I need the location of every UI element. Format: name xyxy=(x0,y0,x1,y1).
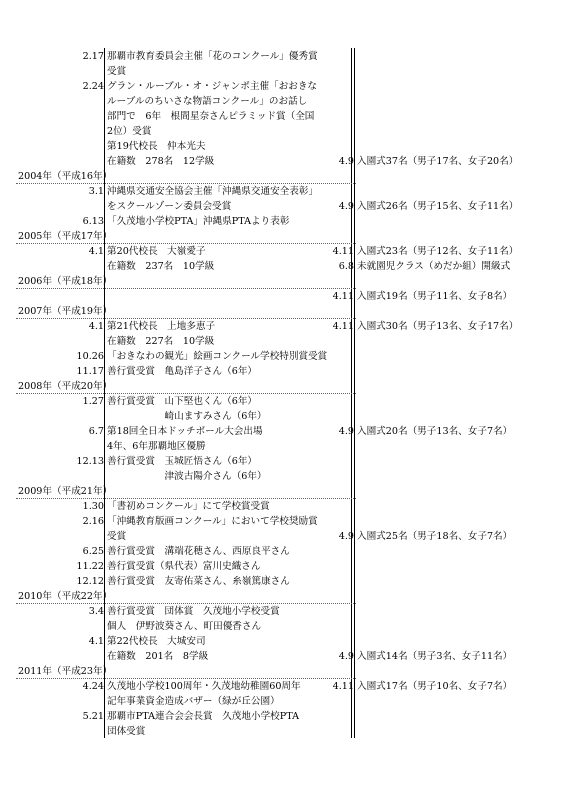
event-date: 5.21 xyxy=(82,711,104,722)
event-text: 在籍数 237名 10学級 xyxy=(107,261,215,272)
kindergarten-text: 入園式30名（男子13名、女子17名） xyxy=(357,321,519,332)
event-text: をスクールゾーン委員会受賞 xyxy=(107,201,232,212)
table-row xyxy=(0,140,566,154)
event-date: 2.16 xyxy=(82,516,104,527)
table-row xyxy=(0,620,566,634)
table-row xyxy=(0,395,566,409)
year-label: 2008年（平成20年） xyxy=(18,381,113,392)
year-row xyxy=(0,275,566,289)
event-text: 久茂地小学校100周年・久茂地幼稚園60周年 xyxy=(107,681,301,692)
event-date: 3.1 xyxy=(88,186,104,197)
table-row xyxy=(0,410,566,424)
event-date: 4.1 xyxy=(88,321,104,332)
event-text: 第22代校長 大城安司 xyxy=(107,636,206,647)
kindergarten-text: 未就園児クラス（めだか組）開級式 xyxy=(357,261,511,272)
table-row xyxy=(0,65,566,79)
table-row xyxy=(0,710,566,724)
event-text: 在籍数 201名 8学級 xyxy=(107,651,209,662)
event-date: 3.4 xyxy=(88,606,104,617)
kindergarten-date: 4.9 xyxy=(338,531,354,542)
event-text: 4年、6年那覇地区優勝 xyxy=(107,441,206,452)
year-row xyxy=(0,230,566,244)
event-date: 11.22 xyxy=(76,561,104,572)
event-date: 2.24 xyxy=(82,81,104,92)
event-text: 那覇市教育委員会主催「花のコンクール」優秀賞 xyxy=(107,51,318,62)
table-row xyxy=(0,725,566,739)
event-date: 12.13 xyxy=(76,456,104,467)
kindergarten-date: 4.9 xyxy=(338,426,354,437)
table-row xyxy=(0,440,566,454)
table-row xyxy=(0,260,566,274)
table-row xyxy=(0,560,566,574)
year-row xyxy=(0,305,566,319)
table-row xyxy=(0,155,566,169)
table-row xyxy=(0,515,566,529)
table-row xyxy=(0,215,566,229)
kindergarten-text: 入園式20名（男子13名、女子7名） xyxy=(357,426,513,437)
table-row xyxy=(0,455,566,469)
kindergarten-text: 入園式37名（男子17名、女子20名） xyxy=(357,156,519,167)
year-label: 2005年（平成17年） xyxy=(18,231,113,242)
event-text: 在籍数 227名 10学級 xyxy=(107,336,215,347)
event-text: 善行賞受賞（県代表）富川史織さん xyxy=(107,561,261,572)
kindergarten-date: 4.9 xyxy=(338,201,354,212)
table-row xyxy=(0,95,566,109)
event-text: 善行賞受賞 団体賞 久茂地小学校受賞 xyxy=(107,606,280,617)
table-row xyxy=(0,125,566,139)
table-row xyxy=(0,695,566,709)
event-text: 在籍数 278名 12学級 xyxy=(107,156,215,167)
year-label: 2009年（平成21年） xyxy=(18,486,113,497)
event-date: 6.25 xyxy=(82,546,104,557)
table-row xyxy=(0,500,566,514)
table-row xyxy=(0,110,566,124)
kindergarten-text: 入園式23名（男子12名、女子11名） xyxy=(357,246,519,257)
event-text: 津波古陽介さん（6年） xyxy=(107,471,267,482)
event-text: 記年事業資金造成バザー（緑が丘公園） xyxy=(107,696,280,707)
table-row xyxy=(0,575,566,589)
kindergarten-text: 入園式26名（男子15名、女子11名） xyxy=(357,201,519,212)
event-date: 11.17 xyxy=(76,366,104,377)
event-text: 善行賞受賞 溝端花穂さん、西原良平さん xyxy=(107,546,290,557)
kindergarten-date: 4.11 xyxy=(332,291,354,302)
table-row xyxy=(0,80,566,94)
event-text: 善行賞受賞 友寄佑菜さん、糸嶺篤康さん xyxy=(107,576,290,587)
event-text: 第19代校長 仲本光夫 xyxy=(107,141,206,152)
kindergarten-text: 入園式14名（男子3名、女子11名） xyxy=(357,651,513,662)
event-text: 「おきなわの観光」絵画コンクール学校特別賞受賞 xyxy=(107,351,328,362)
event-text: 善行賞受賞 玉城匠悟さん（6年） xyxy=(107,456,258,467)
year-row xyxy=(0,485,566,499)
year-row xyxy=(0,380,566,394)
kindergarten-text: 入園式19名（男子11名、女子8名） xyxy=(357,291,513,302)
year-row xyxy=(0,665,566,679)
event-date: 4.1 xyxy=(88,636,104,647)
event-text: 個人 伊野波葵さん、町田優香さん xyxy=(107,621,262,632)
event-text: グラン・ルーブル・オ・ジャンボ主催「おおきな xyxy=(107,81,318,92)
table-row xyxy=(0,290,566,304)
event-text: 第18回全日本ドッチボール大会出場 xyxy=(107,426,263,437)
table-row xyxy=(0,245,566,259)
year-label: 2010年（平成22年） xyxy=(18,591,113,602)
year-label: 2004年（平成16年） xyxy=(18,171,113,182)
year-row xyxy=(0,170,566,184)
table-row xyxy=(0,605,566,619)
year-label: 2011年（平成23年） xyxy=(18,666,113,677)
table-row xyxy=(0,680,566,694)
event-text: 第20代校長 大嶺愛子 xyxy=(107,246,206,257)
event-text: 「久茂地小学校PTA」沖縄県PTAより表彰 xyxy=(107,216,290,227)
event-date: 10.26 xyxy=(76,351,104,362)
event-text: 善行賞受賞 山下堅也くん（6年） xyxy=(107,396,258,407)
table-row xyxy=(0,635,566,649)
event-date: 1.27 xyxy=(82,396,104,407)
table-row xyxy=(0,545,566,559)
event-text: 受賞 xyxy=(107,531,127,542)
event-text: 「沖縄教育版画コンクール」において学校奨励賞 xyxy=(107,516,318,527)
table-row xyxy=(0,425,566,439)
event-text: 部門で 6年 根間星奈さんピラミッド賞（全国 xyxy=(107,111,315,122)
kindergarten-date: 4.9 xyxy=(338,651,354,662)
event-date: 4.24 xyxy=(82,681,104,692)
table-row xyxy=(0,320,566,334)
event-date: 1.30 xyxy=(82,501,104,512)
kindergarten-date: 4.11 xyxy=(332,321,354,332)
kindergarten-text: 入園式25名（男子18名、女子7名） xyxy=(357,531,513,542)
event-text: ルーブルのちいさな物語コンクール」のお話し xyxy=(107,96,308,107)
event-text: 崎山ますみさん（6年） xyxy=(107,411,267,422)
table-row xyxy=(0,365,566,379)
table-row xyxy=(0,350,566,364)
kindergarten-date: 4.9 xyxy=(338,156,354,167)
event-date: 4.1 xyxy=(88,246,104,257)
year-row xyxy=(0,590,566,604)
event-date: 12.12 xyxy=(76,576,104,587)
event-text: 善行賞受賞 亀島洋子さん（6年） xyxy=(107,366,258,377)
table-row xyxy=(0,200,566,214)
event-text: 那覇市PTA連合会会長賞 久茂地小学校PTA xyxy=(107,711,300,722)
event-text: 2位）受賞 xyxy=(107,126,152,137)
kindergarten-date: 6.8 xyxy=(338,261,354,272)
event-text: 第21代校長 上地多恵子 xyxy=(107,321,216,332)
event-text: 「書初めコンクール」にて学校賞受賞 xyxy=(107,501,270,512)
table-row xyxy=(0,335,566,349)
event-text: 受賞 xyxy=(107,66,127,77)
kindergarten-date: 4.11 xyxy=(332,681,354,692)
event-date: 6.7 xyxy=(88,426,104,437)
event-text: 団体受賞 xyxy=(107,726,146,737)
table-row xyxy=(0,185,566,199)
kindergarten-date: 4.11 xyxy=(332,246,354,257)
event-text: 沖縄県交通安全協会主催「沖縄県交通安全表彰」 xyxy=(107,186,319,197)
event-date: 6.13 xyxy=(82,216,104,227)
table-row xyxy=(0,470,566,484)
year-label: 2006年（平成18年） xyxy=(18,276,113,287)
table-row xyxy=(0,50,566,64)
kindergarten-text: 入園式17名（男子10名、女子7名） xyxy=(357,681,513,692)
table-row xyxy=(0,650,566,664)
year-label: 2007年（平成19年） xyxy=(18,306,113,317)
event-date: 2.17 xyxy=(82,51,104,62)
table-row xyxy=(0,530,566,544)
